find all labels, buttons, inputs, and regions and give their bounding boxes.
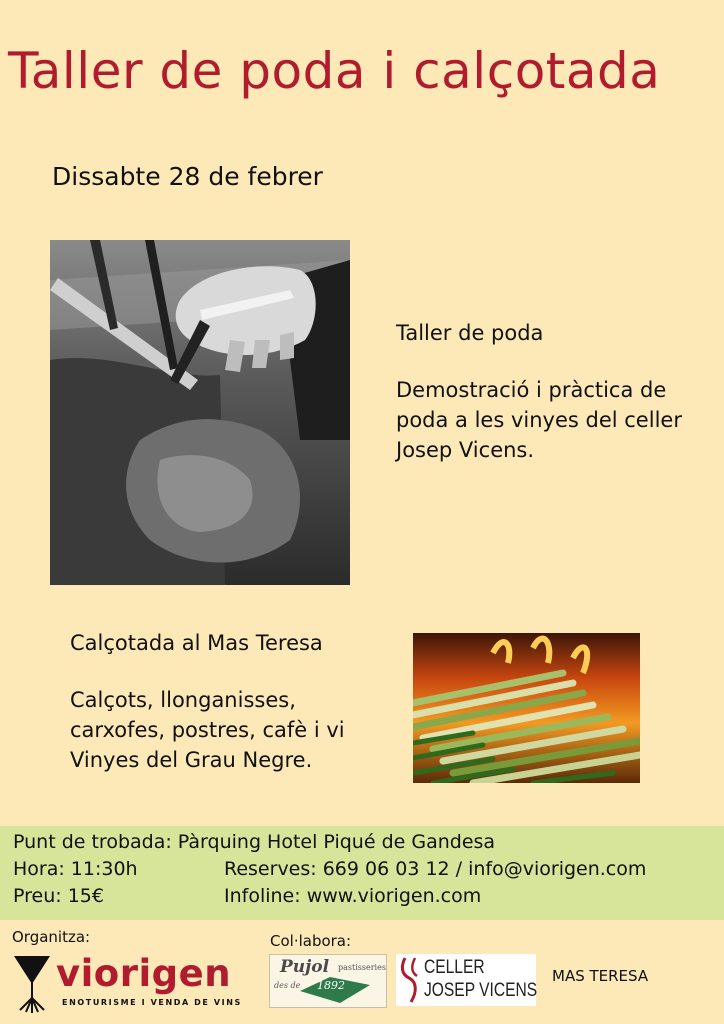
- calcotada-section: [70, 628, 345, 775]
- celler-josep-vicens-logo: [396, 954, 536, 1006]
- event-time: Hora: 11:30h: [13, 858, 138, 880]
- viorigen-logo: [12, 952, 252, 1014]
- pujol-logo: [269, 954, 387, 1008]
- pruning-section: [396, 318, 682, 465]
- calcotada-line: Vinyes del Grau Negre.: [70, 748, 313, 772]
- viorigen-wordmark: viorigen: [56, 952, 232, 995]
- viorigen-tagline: ENOTURISME I VENDA DE VINS: [62, 998, 242, 1007]
- calcots-photo: [413, 633, 640, 783]
- pruning-line: Josep Vicens.: [396, 438, 535, 462]
- calcotada-line: Calçots, llonganisses,: [70, 688, 296, 712]
- pruning-photo: [50, 240, 350, 585]
- celler-line1: CELLER: [424, 957, 485, 978]
- event-price: Preu: 15€: [13, 885, 104, 907]
- pruning-line: poda a les vinyes del celler: [396, 408, 682, 432]
- pujol-since: des de: [274, 981, 301, 990]
- pujol-name: Pujol: [280, 957, 330, 977]
- celler-emblem-icon: [399, 956, 423, 1004]
- calcotada-heading: Calçotada al Mas Teresa: [70, 631, 323, 655]
- poster-title: Taller de poda i calçotada: [8, 42, 661, 100]
- event-date: Dissabte 28 de febrer: [52, 162, 323, 191]
- pujol-year: 1892: [317, 979, 345, 992]
- reservations: Reserves: 669 06 03 12 / info@viorigen.com: [224, 858, 647, 880]
- wine-glass-icon: [12, 954, 52, 1014]
- organizes-label: Organitza:: [12, 928, 91, 946]
- calcotada-line: carxofes, postres, cafè i vi: [70, 718, 345, 742]
- pruning-heading: Taller de poda: [396, 321, 544, 345]
- infoline: Infoline: www.viorigen.com: [224, 885, 482, 907]
- info-band: [0, 826, 724, 920]
- pujol-subtitle: pastisseries: [338, 963, 386, 972]
- pruning-line: Demostració i pràctica de: [396, 378, 667, 402]
- mas-teresa-logo: MAS TERESA: [552, 967, 649, 985]
- celler-line2: JOSEP VICENS: [424, 980, 538, 1001]
- meeting-point: Punt de trobada: Pàrquing Hotel Piqué de Gandesa: [13, 831, 496, 853]
- collaborates-label: Col·labora:: [270, 932, 352, 950]
